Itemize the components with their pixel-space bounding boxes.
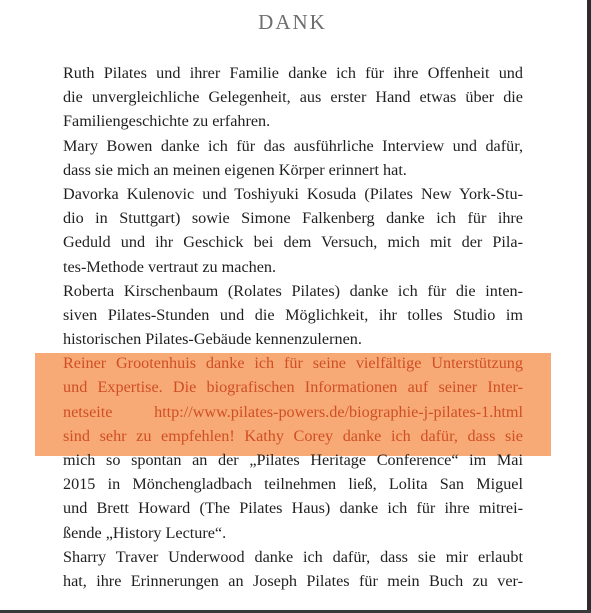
text-line: ßende „History Lecture“. <box>63 523 227 542</box>
highlighted-text-line: Reiner Grootenhuis danke ich für seine vielfältige Unterstützung <box>63 354 523 373</box>
text-line: tes-Methode vertraut zu machen. <box>63 257 277 276</box>
text-line: dass sie mich an meinen eigenen Körper erinnert hat. <box>63 160 407 179</box>
text-line: mich so spontan an der „Pilates Heritage Conference“ im Mai <box>63 451 523 469</box>
text-line: Mary Bowen danke ich für das ausführliche Interview und dafür, <box>63 136 523 155</box>
text-line: siven Pilates-Stunden und die Möglichkeit, ihr tolles Studio im <box>63 305 523 324</box>
highlighted-text-line: sind sehr zu empfehlen! Kathy Corey danke ich dafür, dass sie <box>63 426 523 445</box>
text-line: dio in Stuttgart) sowie Simone Falkenberg danke ich für ihre <box>63 209 523 228</box>
highlighted-text-line: netseite http://www.pilates-powers.de/biographie-j-pilates-1.html <box>63 402 523 421</box>
text-line: Geduld und ihr Geschick bei dem Versuch, mich mit der Pila- <box>63 233 523 252</box>
body-text <box>63 61 523 593</box>
text-line: und Brett Howard (The Pilates Haus) danke ich für ihre mitrei- <box>63 499 523 518</box>
page-heading: DANK <box>258 10 327 34</box>
text-line: Davorka Kulenovic und Toshiyuki Kosuda (Pilates New York-Stu- <box>63 184 523 203</box>
text-line: Roberta Kirschenbaum (Rolates Pilates) danke ich für die inten- <box>63 281 523 300</box>
text-line: Ruth Pilates und ihrer Familie danke ich für ihre Offenheit und <box>63 64 523 82</box>
text-line: Sharry Traver Underwood danke ich dafür, dass sie mir erlaubt <box>63 547 523 566</box>
text-line: Familiengeschichte zu erfahren. <box>63 112 271 131</box>
text-line: historischen Pilates-Gebäude kennenzulernen. <box>63 330 362 349</box>
text-line: 2015 in Mönchengladbach teilnehmen ließ, Lolita San Miguel <box>63 475 523 494</box>
highlighted-text-line: und Expertise. Die biografischen Informationen auf seiner Inter- <box>63 378 523 397</box>
text-line: hat, ihre Erinnerungen an Joseph Pilates für mein Buch zu ver- <box>63 571 523 590</box>
page-edge-right <box>587 0 591 613</box>
text-line: die unvergleichliche Gelegenheit, aus erster Hand etwas über die <box>63 88 523 107</box>
